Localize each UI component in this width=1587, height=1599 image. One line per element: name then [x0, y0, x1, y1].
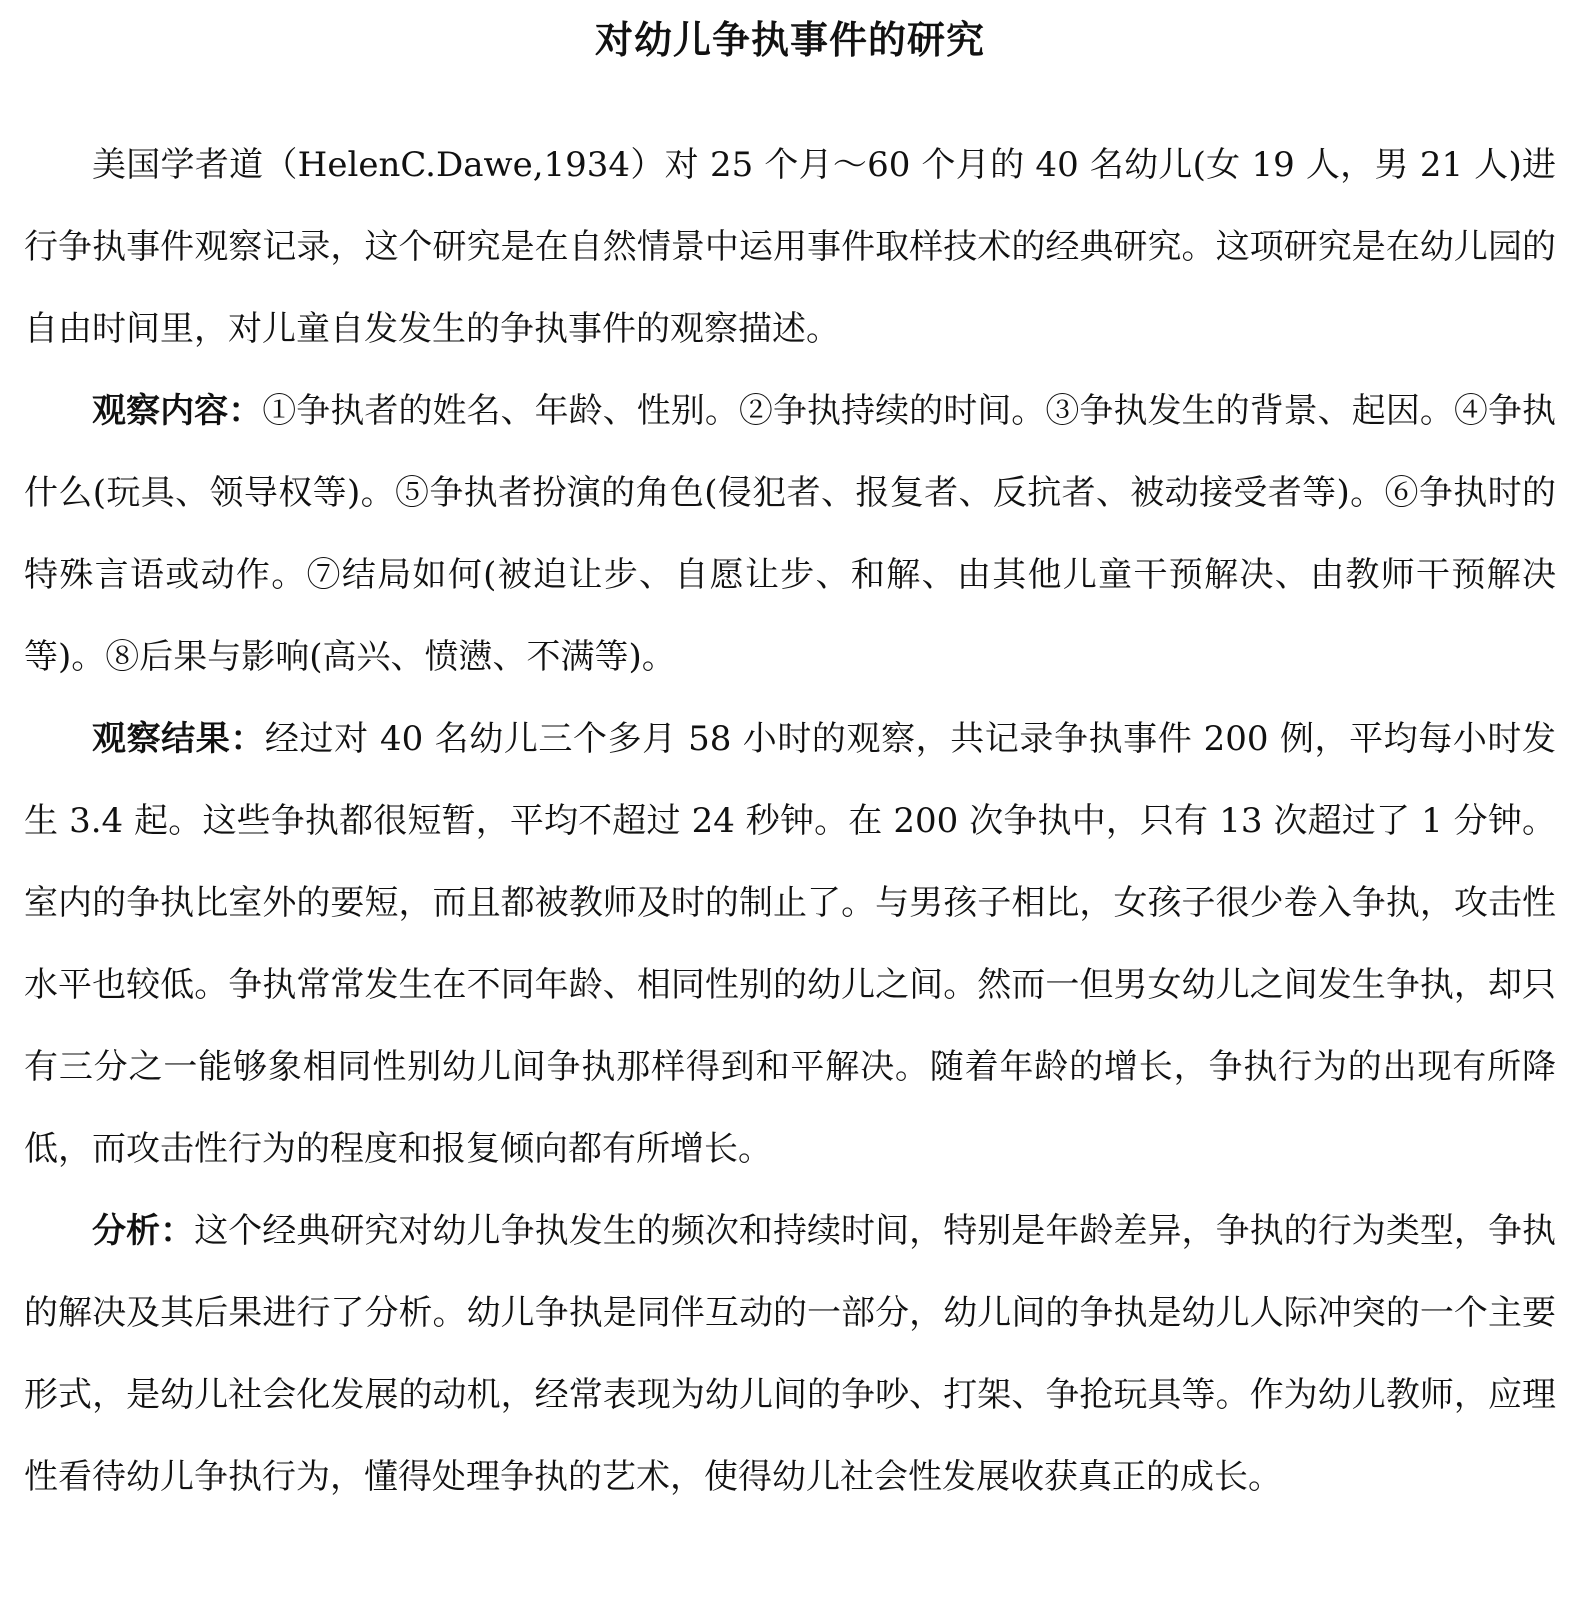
observation-results-label: 观察结果： — [92, 719, 265, 759]
observation-results-paragraph — [24, 698, 1556, 1190]
intro-paragraph: 美国学者道（HelenC.Dawe,1934）对 25 个月～60 个月的 40 名幼儿(女 19 人，男 21 人)进行争执事件观察记录，这个研究是在自然情景中运用事件取样技术的经典研究。这项研究是在幼儿园的自由时间里，对儿童自发发生的争执事件的观察描述。 — [24, 145, 1556, 349]
document-title: 对幼儿争执事件的研究 — [594, 17, 985, 62]
analysis-text: 这个经典研究对幼儿争执发生的频次和持续时间，特别是年龄差异，争执的行为类型，争执的解决及其后果进行了分析。幼儿争执是同伴互动的一部分，幼儿间的争执是幼儿人际冲突的一个主要形式，是幼儿社会化发展的动机，经常表现为幼儿间的争吵、打架、争抢玩具等。作为幼儿教师，应理性看待幼儿争执行为，懂得处理争执的艺术，使得幼儿社会性发展收获真正的成长。 — [24, 1211, 1557, 1497]
observation-content-label: 观察内容： — [92, 391, 263, 431]
document-page — [24, 0, 1556, 1518]
analysis-paragraph — [24, 1190, 1556, 1518]
analysis-label: 分析： — [92, 1211, 195, 1251]
observation-results-text: 经过对 40 名幼儿三个多月 58 小时的观察，共记录争执事件 200 例，平均每小时发生 3.4 起。这些争执都很短暂，平均不超过 24 秒钟。在 200 次争执中，只有 13 次超过了 1 分钟。室内的争执比室外的要短，而且都被教师及时的制止了。与男孩子相比，女孩子很少卷入争执，攻击性水平也较低。争执常常发生在不同年龄、相同性别的幼儿之间。然而一但男女幼儿之间发生争执，却只有三分之一能够象相同性别幼儿间争执那样得到和平解决。随着年龄的增长，争执行为的出现有所降低，而攻击性行为的程度和报复倾向都有所增长。 — [24, 719, 1556, 1169]
observation-content-text: ①争执者的姓名、年龄、性别。②争执持续的时间。③争执发生的背景、起因。④争执什么(玩具、领导权等)。⑤争执者扮演的角色(侵犯者、报复者、反抗者、被动接受者等)。⑥争执时的特殊言语或动作。⑦结局如何(被迫让步、自愿让步、和解、由其他儿童干预解决、由教师干预解决等)。⑧后果与影响(高兴、愤懑、不满等)。 — [24, 391, 1557, 677]
observation-content-paragraph — [24, 370, 1556, 698]
